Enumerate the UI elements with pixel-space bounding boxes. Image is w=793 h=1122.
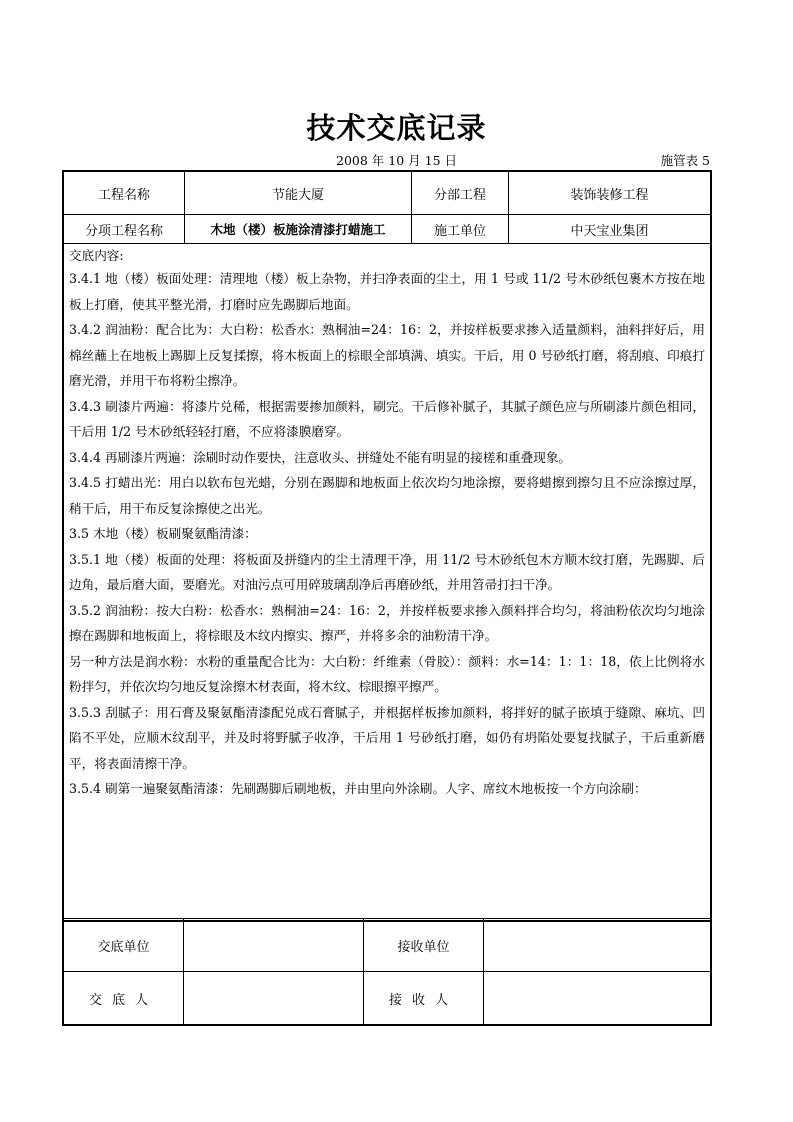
table-row <box>64 919 710 971</box>
content-paragraph: 3.5.3 刮腻子：用石膏及聚氨酯清漆配兑成石膏腻子，并根据样板掺加颜料，将拌好的腻子嵌填于缝隙、麻坑、凹陷不平处，应顺木纹刮平，并及时将野腻子收净，干后用 1 号砂纸打磨，如仍有坍陷处要复找腻子，干后重新磨平，将表面清擦干净。 <box>69 704 705 771</box>
form-number: 施管表 5 <box>660 153 710 168</box>
division-value: 装饰装修工程 <box>508 172 710 214</box>
content-paragraph: 3.4.1 地（楼）板面处理：清理地（楼）板上杂物，并扫净表面的尘土，用 1 号或 11/2 号木砂纸包裹木方按在地板上打磨，使其平整光滑，打磨时应先踢脚后地面。 <box>69 271 705 312</box>
subitem-value: 木地（楼）板施涂清漆打蜡施工 <box>184 215 411 243</box>
signature-table <box>62 918 712 1026</box>
content-paragraph: 3.4.2 润油粉：配合比为：大白粉：松香水：熟桐油=24：16：2，并按样板要求掺入适量颜料，油料拌好后，用棉丝蘸上在地板上踢脚上反复揉擦，将木板面上的棕眼全部填满、填实。干后，用 0 号砂纸打磨，将刮痕、印痕打磨光滑，并用干布将粉尘擦净。 <box>69 322 705 388</box>
content-paragraph: 3.5.2 润油粉：按大白粉：松香水：熟桐油=24：16：2，并按样板要求掺入颜料拌合均匀，将油粉依次均匀地涂擦在踢脚和地板面上，将棕眼及木纹内擦实、擦严，并将多余的油粉清干净。 <box>69 602 705 643</box>
briefing-content <box>64 244 710 920</box>
contractor-label: 施工单位 <box>411 215 508 243</box>
table-row <box>64 215 710 244</box>
receiving-unit-label: 接收单位 <box>363 919 483 971</box>
issuer-label: 交底人 <box>88 992 158 1008</box>
table-row <box>64 971 710 1024</box>
content-paragraph: 另一种方法是润水粉：水粉的重量配合比为：大白粉：纤维素（骨胶）：颜料：水=14：1：1：18，依上比例将水粉拌匀，并依次均匀地反复涂擦木材表面，将木纹、棕眼擦平擦严。 <box>69 653 705 694</box>
receiver-label: 接收人 <box>363 972 483 1024</box>
project-name-value: 节能大厦 <box>184 172 411 214</box>
content-paragraph: 3.5.4 刷第一遍聚氨酯清漆：先刷踢脚后刷地板，并由里向外涂刷。人字、席纹木地板按一个方向涂刷： <box>69 781 647 796</box>
header-table <box>62 170 712 922</box>
content-paragraph: 3.4.5 打蜡出光：用白以软布包光蜡，分别在踢脚和地板面上依次均匀地涂擦，要将蜡擦到擦匀且不应涂擦过厚，稍干后，用干布反复涂擦使之出光。 <box>69 475 705 516</box>
document-title: 技术交底记录 <box>306 111 487 145</box>
contractor-value: 中天宝业集团 <box>508 215 710 243</box>
subitem-label: 分项工程名称 <box>84 223 163 239</box>
document-date: 2008 年 10 月 15 日 <box>336 153 457 168</box>
content-heading: 交底内容: <box>69 248 124 263</box>
division-label: 分部工程 <box>411 172 508 214</box>
content-paragraph: 3.4.3 刷漆片两遍：将漆片兑稀，根据需要掺加颜料，刷完。干后修补腻子，其腻子颜色应与所刷漆片颜色相同，干后用 1/2 号木砂纸轻轻打磨，不应将漆膜磨穿。 <box>69 398 705 439</box>
content-paragraph: 3.5.1 地（楼）板面的处理：将板面及拼缝内的尘土清理干净，用 11/2 号木砂纸包木方顺木纹打磨，先踢脚、后边角，最后磨大面，要磨光。对油污点可用碎玻璃刮净后再磨砂纸，并用笤帚打扫干净。 <box>69 551 705 592</box>
issuing-unit-field[interactable] <box>183 919 363 971</box>
project-name-label: 工程名称 <box>97 187 150 203</box>
issuing-unit-label: 交底单位 <box>97 939 150 955</box>
content-paragraph: 3.5 木地（楼）板刷聚氨酯清漆： <box>69 526 257 541</box>
receiving-unit-field[interactable] <box>483 919 710 971</box>
table-row <box>64 172 710 215</box>
content-paragraph: 3.4.4 再刷漆片两遍：涂刷时动作要快，注意收头、拼缝处不能有明显的接槎和重叠现象。 <box>69 449 572 465</box>
issuer-field[interactable] <box>183 972 363 1024</box>
receiver-field[interactable] <box>483 972 710 1024</box>
